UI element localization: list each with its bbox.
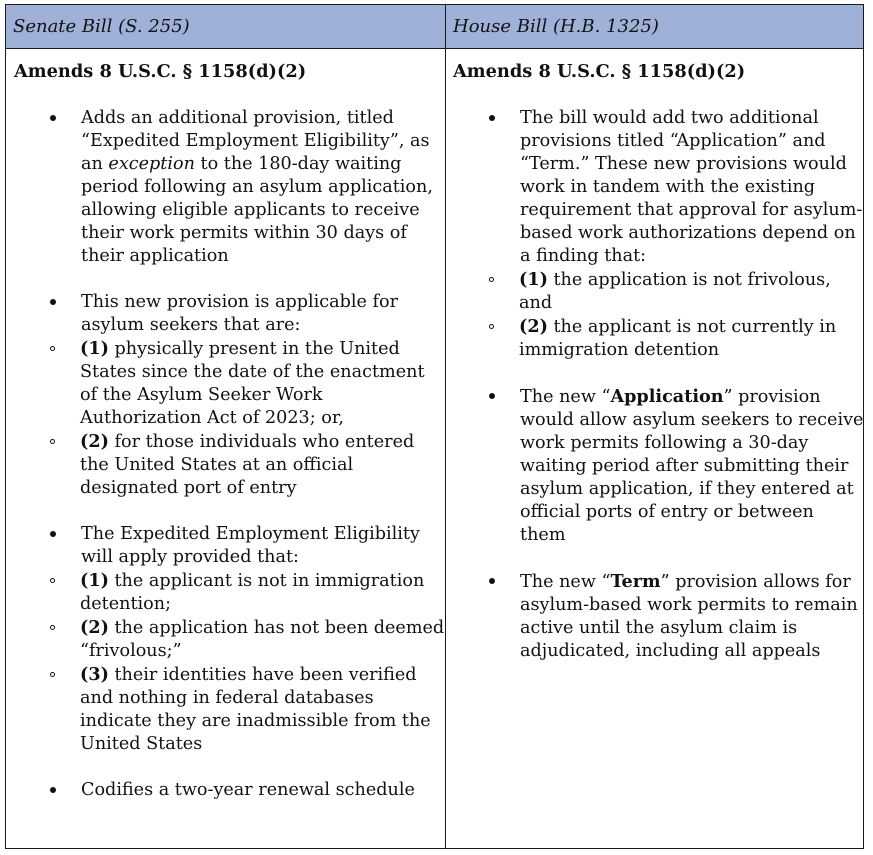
bullet-icon bbox=[489, 115, 495, 121]
header-house-bill: House Bill (H.B. 1325) bbox=[453, 16, 659, 37]
circle-bullet-icon bbox=[489, 277, 494, 282]
sub-list-item: (3) their identities have been verified and nothing in federal databases indicate they are inadmissible from the United States bbox=[14, 663, 445, 756]
comparison-table bbox=[5, 4, 864, 849]
header-senate-bill: Senate Bill (S. 255) bbox=[13, 16, 190, 37]
list-item: The new “Term” provision allows for asylum-based work permits to remain active until the asylum claim is adjudicated, including all appeals bbox=[453, 570, 864, 663]
list-item: The bill would add two additional provisions titled “Application” and “Term.” These new provisions would work in tandem with the existing requirement that approval for asylum-based work authorizations depend on a finding that: (1) the application is not frivolous, and (2) the applicant is not currently in immigration detention bbox=[453, 107, 864, 362]
house-amends-heading: Amends 8 U.S.C. § 1158(d)(2) bbox=[453, 61, 746, 82]
senate-bullet-list bbox=[14, 107, 445, 802]
circle-bullet-icon bbox=[50, 672, 55, 677]
circle-bullet-icon bbox=[489, 324, 494, 329]
bullet-icon bbox=[50, 299, 56, 305]
bold-term: Application bbox=[610, 386, 724, 407]
circle-bullet-icon bbox=[50, 625, 55, 630]
list-item: The Expedited Employment Eligibility will apply provided that: (1) the applicant is not in immigration detention; (2) the application has not been deemed “frivolous;” (3) their identities have been verified and nothing in federal databases indicate they are inadmissible from the United States bbox=[14, 523, 445, 756]
bullet-icon bbox=[50, 787, 56, 793]
circle-bullet-icon bbox=[50, 578, 55, 583]
circle-bullet-icon bbox=[50, 439, 55, 444]
sub-list-item: (1) the application is not frivolous, and bbox=[453, 268, 864, 315]
table-header-row bbox=[6, 5, 863, 49]
circle-bullet-icon bbox=[50, 346, 55, 351]
sub-list-item: (2) the applicant is not currently in immigration detention bbox=[453, 315, 864, 362]
house-bullet-list bbox=[453, 107, 864, 663]
sub-list-item: (1) the applicant is not in immigration detention; bbox=[14, 569, 445, 616]
sub-list bbox=[453, 268, 864, 362]
emphasis-text: exception bbox=[108, 154, 195, 174]
sub-list-item: (2) for those individuals who entered the United States at an official designated port of entry bbox=[14, 430, 445, 500]
sub-list bbox=[14, 569, 445, 756]
sub-list bbox=[14, 337, 445, 500]
house-column bbox=[446, 50, 864, 848]
bullet-icon bbox=[50, 115, 56, 121]
list-item: Codifies a two-year renewal schedule bbox=[14, 779, 445, 802]
list-item: This new provision is applicable for asylum seekers that are: (1) physically present in the United States since the date of the enactment of the Asylum Seeker Work Authorization Act of 2023; or, (2) for those individuals who entered the United States at an official designated port of entry bbox=[14, 291, 445, 500]
sub-list-item: (2) the application has not been deemed “frivolous;” bbox=[14, 616, 445, 663]
bullet-icon bbox=[489, 578, 495, 584]
senate-column bbox=[6, 50, 445, 848]
senate-amends-heading: Amends 8 U.S.C. § 1158(d)(2) bbox=[14, 61, 307, 82]
sub-list-item: (1) physically present in the United States since the date of the enactment of the Asylum Seeker Work Authorization Act of 2023; or, bbox=[14, 337, 445, 430]
bullet-icon bbox=[489, 393, 495, 399]
bold-term: Term bbox=[610, 571, 661, 592]
list-item: Adds an additional provision, titled “Expedited Employment Eligibility”, as an exception to the 180-day waiting period following an asylum application, allowing eligible applicants to receive their work permits within 30 days of their application bbox=[14, 107, 445, 268]
bullet-icon bbox=[50, 531, 56, 537]
list-item: The new “Application” provision would allow asylum seekers to receive work permits following a 30-day waiting period after submitting their asylum application, if they entered at official ports of entry or between them bbox=[453, 385, 864, 547]
